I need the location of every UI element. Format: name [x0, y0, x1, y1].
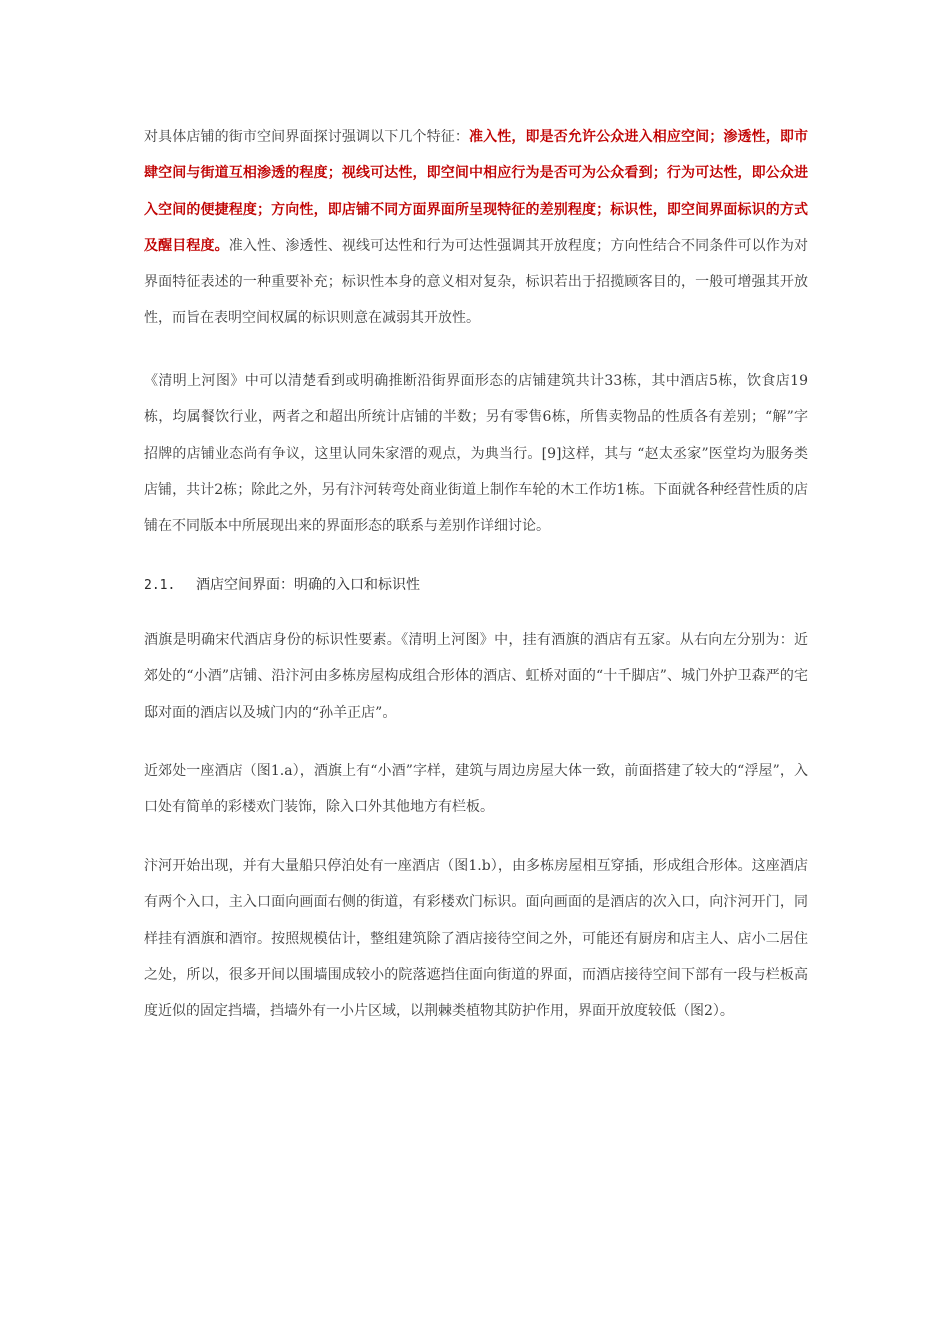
paragraph-suburban-tavern: 近郊处一座酒店（图1.a），酒旗上有“小酒”字样，建筑与周边房屋大体一致，前面搭建了较大的“浮屋”，入口处有简单的彩楼欢门装饰，除入口外其他地方有栏板。 [144, 763, 808, 816]
paragraph-interface-features [144, 119, 808, 337]
paragraph-riverside-tavern: 汴河开始出现，并有大量船只停泊处有一座酒店（图1.b），由多栋房屋相互穿插，形成组合形体。这座酒店有两个入口，主入口面向画面右侧的街道，有彩楼欢门标识。面向画面的是酒店的次入口，向汴河开门，同样挂有酒旗和酒帘。按照规模估计，整组建筑除了酒店接待空间之外，可能还有厨房和店主人、店小二居住之处，所以，很多开间以围墙围成较小的院落遮挡住面向街道的界面，而酒店接待空间下部有一段与栏板高度近似的固定挡墙，挡墙外有一小片区域，以荆棘类植物其防护作用，界面开放度较低（图2）。 [144, 858, 808, 1020]
paragraph-shop-statistics: 《清明上河图》中可以清楚看到或明确推断沿街界面形态的店铺建筑共计33栋，其中酒店5栋，饮食店19栋，均属餐饮行业，两者之和超出所统计店铺的半数；另有零售6栋，所售卖物品的性质各有差别；“解”字招牌的店铺业态尚有争议，这里认同朱家溍的观点，为典当行。[9]这样，其与 “赵太丞家”医堂均为服务类店铺，共计2栋；除此之外，另有汴河转弯处商业街道上制作车轮的木工作坊1栋。下面就各种经营性质的店铺在不同版本中所展现出来的界面形态的联系与差别作详细讨论。 [144, 373, 808, 535]
section-title: 酒店空间界面：明确的入口和标识性 [196, 577, 420, 593]
section-number: 2.1. [144, 578, 176, 593]
paragraph-wine-flags: 酒旗是明确宋代酒店身份的标识性要素。《清明上河图》中，挂有酒旗的酒店有五家。从右向左分别为：近郊处的“小酒”店铺、沿汴河由多栋房屋构成组合形体的酒店、虹桥对面的“十千脚店”、城门外护卫森严的宅邸对面的酒店以及城门内的“孙羊正店”。 [144, 632, 808, 721]
highlighted-features-text: 准入性，即是否允许公众进入相应空间；渗透性，即市肆空间与街道互相渗透的程度；视线可达性，即空间中相应行为是否可为公众看到；行为可达性，即公众进入空间的便捷程度；方向性，即店铺不同方面界面所呈现特征的差别程度；标识性，即空间界面标识的方式及醒目程度。 [144, 129, 808, 254]
section-heading [144, 570, 808, 601]
paragraph-rest-text: 准入性、渗透性、视线可达性和行为可达性强调其开放程度；方向性结合不同条件可以作为对界面特征表述的一种重要补充；标识性本身的意义相对复杂，标识若出于招揽顾客目的，一般可增强其开放性，而旨在表明空间权属的标识则意在减弱其开放性。 [144, 237, 809, 327]
paragraph-intro-text: 对具体店铺的街市空间界面探讨强调以下几个特征： [144, 129, 469, 145]
